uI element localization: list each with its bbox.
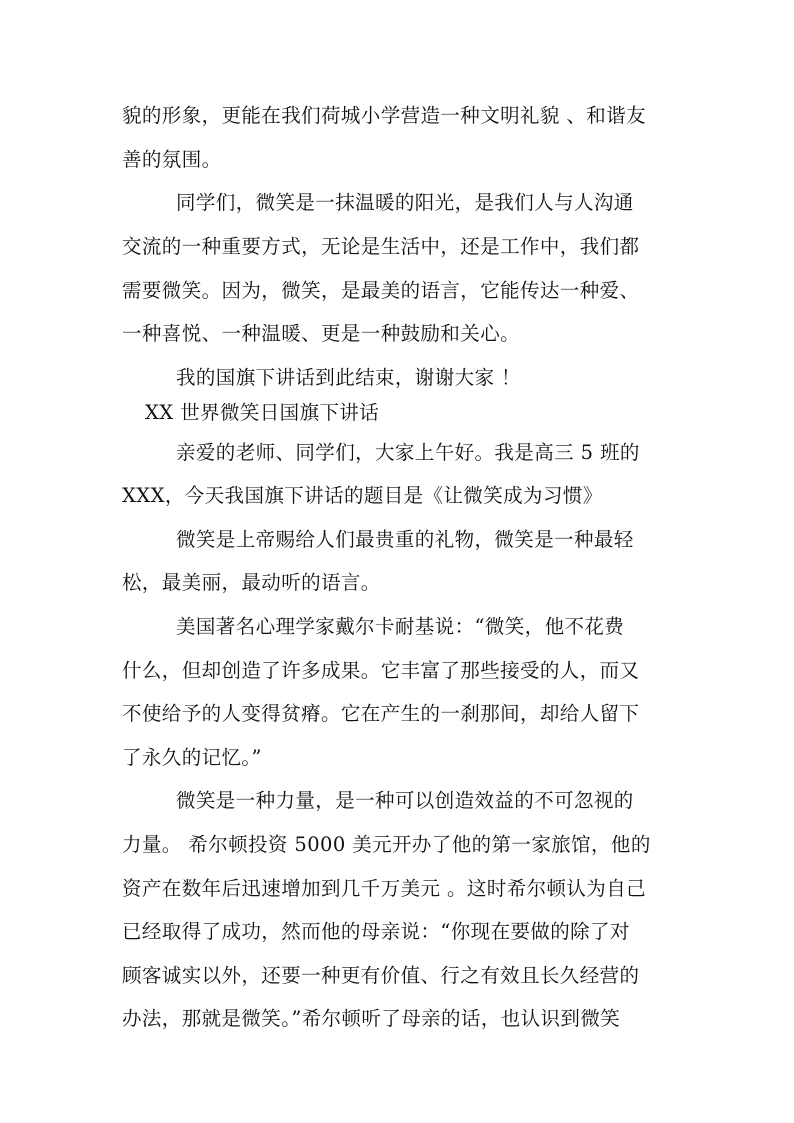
body-text-line: 美国著名心理学家戴尔卡耐基说：“微笑，他不花费 — [176, 615, 625, 638]
body-text-line: 资产在数年后迅速增加到几千万美元 。这时希尔顿认为自己 — [122, 877, 646, 900]
body-text-line: 同学们，微笑是一抹温暖的阳光，是我们人与人沟通 — [176, 191, 634, 214]
body-text-line: 力量。 希尔顿投资 5000 美元开办了他的第一家旅馆，他的 — [122, 833, 651, 856]
body-text-line: 已经取得了成功，然而他的母亲说：“你现在要做的除了对 — [122, 920, 630, 943]
body-text-line: 了永久的记忆。” — [122, 746, 262, 769]
body-text-line: 办法，那就是微笑。”希尔顿听了母亲的话，也认识到微笑 — [122, 1007, 621, 1030]
body-text-line: 微笑是一种力量，是一种可以创造效益的不可忽视的 — [176, 789, 634, 812]
body-text-line: 貌的形象，更能在我们荷城小学营造一种文明礼貌 、和谐友 — [122, 104, 646, 127]
body-text-line: 我的国旗下讲话到此结束，谢谢大家 ！ — [176, 366, 521, 389]
body-text-line: 亲爱的老师、同学们，大家上午好。我是高三 5 班的 — [176, 441, 640, 464]
body-text-line: 松，最美丽，最动听的语言。 — [122, 571, 381, 594]
body-text-line: 微笑是上帝赐给人们最贵重的礼物，微笑是一种最轻 — [176, 528, 634, 551]
body-text-line: 不使给予的人变得贫瘠。它在产生的一刹那间，却给人留下 — [122, 702, 640, 725]
body-text-line: 善的氛围。 — [122, 148, 222, 171]
body-text-line: 交流的一种重要方式，无论是生活中，还是工作中，我们都 — [122, 235, 640, 258]
body-text-line: XXX，今天我国旗下讲话的题目是《让微笑成为习惯》 — [122, 484, 603, 507]
body-text-line: 顾客诚实以外，还要一种更有价值、行之有效且长久经营的 — [122, 964, 640, 987]
body-text-line: 一种喜悦、一种温暖、更是一种鼓励和关心。 — [122, 322, 521, 345]
body-text-line: 什么，但却创造了许多成果。它丰富了那些接受的人，而又 — [122, 659, 640, 682]
body-text-line: 需要微笑。因为，微笑，是最美的语言，它能传达一种爱、 — [122, 279, 640, 302]
section-heading: XX 世界微笑日国旗下讲话 — [145, 401, 380, 424]
